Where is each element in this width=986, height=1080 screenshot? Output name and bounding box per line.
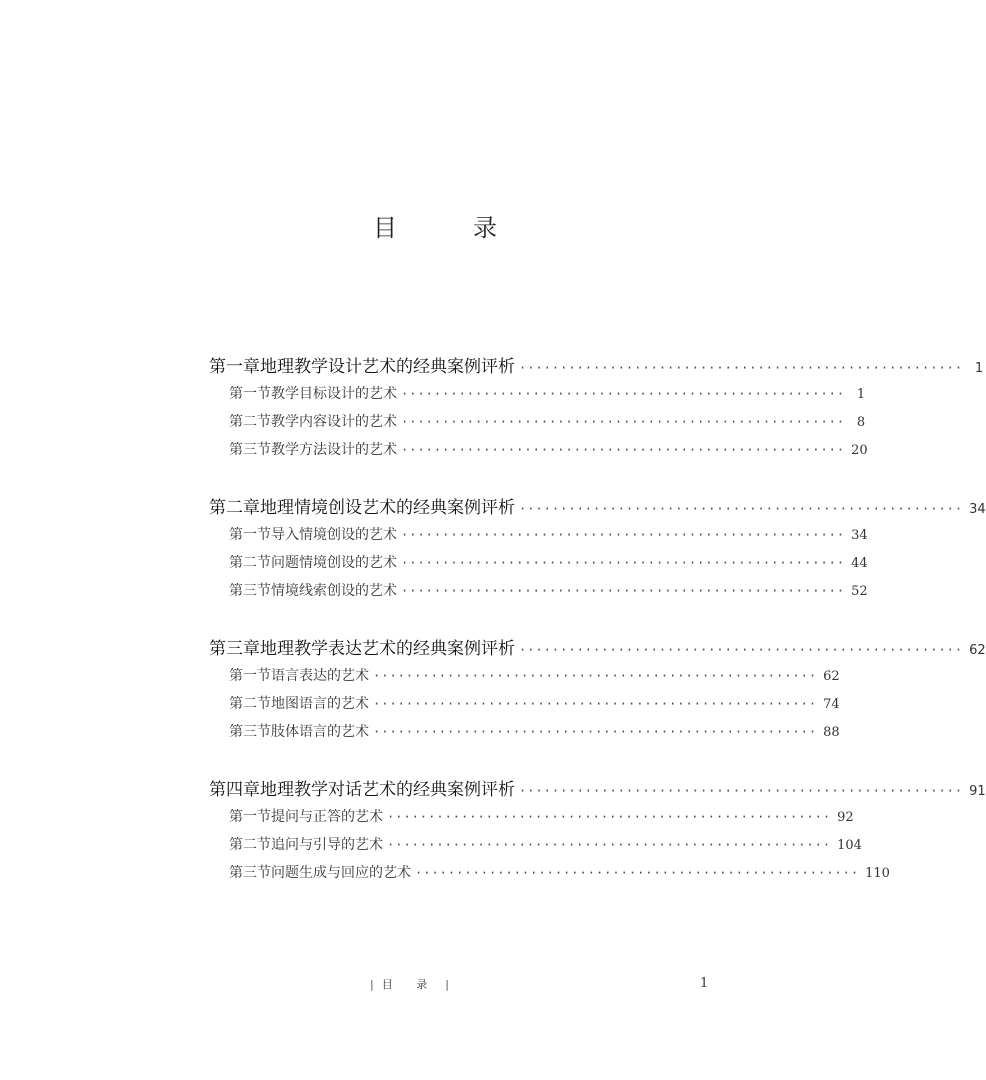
dot-leader: ······················································ <box>519 643 964 657</box>
section-title: 教学目标设计的艺术 <box>271 386 397 402</box>
dot-leader: ······················································ <box>401 443 846 457</box>
section-title: 情境线索创设的艺术 <box>271 583 397 599</box>
page-number: 1 <box>700 976 709 991</box>
section-entry[interactable] <box>209 552 868 580</box>
section-number: 第一节 <box>229 668 271 684</box>
section-number: 第一节 <box>229 809 271 825</box>
dot-leader: ······················································ <box>373 669 818 683</box>
chapter-title: 地理教学对话艺术的经典案例评析 <box>260 780 515 800</box>
chapter-entry[interactable] <box>209 493 986 524</box>
dot-leader: ······················································ <box>373 725 818 739</box>
dot-leader: ······················································ <box>401 528 846 542</box>
page-ref: 62 <box>969 643 986 658</box>
dot-leader: ······················································ <box>519 502 964 516</box>
section-title: 教学方法设计的艺术 <box>271 442 397 458</box>
page-ref: 8 <box>856 415 866 430</box>
divider-right: | <box>445 978 449 991</box>
section-number: 第二节 <box>229 414 271 430</box>
page-ref: 110 <box>865 866 890 881</box>
divider-left: | <box>370 978 374 991</box>
dot-leader: ······················································ <box>401 584 846 598</box>
page-ref: 20 <box>851 443 868 458</box>
section-entry[interactable] <box>209 439 868 467</box>
section-number: 第二节 <box>229 555 271 571</box>
section-number: 第二节 <box>229 837 271 853</box>
section-number: 第一节 <box>229 386 271 402</box>
section-number: 第三节 <box>229 442 271 458</box>
section-number: 第三节 <box>229 865 271 881</box>
section-entry[interactable] <box>209 806 854 834</box>
dot-leader: ······················································ <box>401 415 846 429</box>
dot-leader: ······················································ <box>401 556 846 570</box>
chapter-entry[interactable] <box>209 634 986 665</box>
page-ref: 1 <box>856 387 866 402</box>
section-entry[interactable] <box>209 383 866 411</box>
chapter-1 <box>209 352 984 467</box>
section-entry[interactable] <box>209 721 840 749</box>
chapter-number: 第一章 <box>209 357 260 377</box>
section-title: 提问与正答的艺术 <box>271 809 383 825</box>
dot-leader: ······················································ <box>415 866 860 880</box>
chapter-title: 地理情境创设艺术的经典案例评析 <box>260 498 515 518</box>
chapter-4 <box>209 775 986 890</box>
chapter-title: 地理教学设计艺术的经典案例评析 <box>260 357 515 377</box>
section-entry[interactable] <box>209 862 890 890</box>
section-number: 第三节 <box>229 724 271 740</box>
chapter-entry[interactable] <box>209 352 984 383</box>
section-number: 第一节 <box>229 527 271 543</box>
chapter-number: 第三章 <box>209 639 260 659</box>
section-title: 地图语言的艺术 <box>271 696 369 712</box>
page-ref: 74 <box>823 697 840 712</box>
section-entry[interactable] <box>209 580 868 608</box>
dot-leader: ······················································ <box>519 784 964 798</box>
section-entry[interactable] <box>209 524 868 552</box>
section-title: 肢体语言的艺术 <box>271 724 369 740</box>
section-title: 教学内容设计的艺术 <box>271 414 397 430</box>
page-ref: 52 <box>851 584 868 599</box>
chapter-number: 第二章 <box>209 498 260 518</box>
page-title: 目 录 <box>373 214 523 242</box>
chapter-number: 第四章 <box>209 780 260 800</box>
section-title: 问题生成与回应的艺术 <box>271 865 411 881</box>
page-ref: 62 <box>823 669 840 684</box>
table-of-contents <box>209 352 986 916</box>
dot-leader: ······················································ <box>373 697 818 711</box>
running-head-text: 目 录 <box>381 978 438 991</box>
section-number: 第二节 <box>229 696 271 712</box>
chapter-title: 地理教学表达艺术的经典案例评析 <box>260 639 515 659</box>
chapter-entry[interactable] <box>209 775 986 806</box>
chapter-3 <box>209 634 986 749</box>
section-number: 第三节 <box>229 583 271 599</box>
page-ref: 88 <box>823 725 840 740</box>
page-ref: 34 <box>969 502 986 517</box>
dot-leader: ······················································ <box>401 387 846 401</box>
dot-leader: ······················································ <box>519 361 964 375</box>
page-ref: 1 <box>974 361 984 376</box>
dot-leader: ······················································ <box>387 838 832 852</box>
chapter-2 <box>209 493 986 608</box>
page-ref: 91 <box>969 784 986 799</box>
section-title: 导入情境创设的艺术 <box>271 527 397 543</box>
section-entry[interactable] <box>209 834 862 862</box>
dot-leader: ······················································ <box>387 810 832 824</box>
page-ref: 34 <box>851 528 868 543</box>
page-ref: 44 <box>851 556 868 571</box>
section-title: 追问与引导的艺术 <box>271 837 383 853</box>
section-entry[interactable] <box>209 411 866 439</box>
section-title: 问题情境创设的艺术 <box>271 555 397 571</box>
running-head <box>370 976 449 992</box>
section-title: 语言表达的艺术 <box>271 668 369 684</box>
page-ref: 104 <box>837 838 862 853</box>
section-entry[interactable] <box>209 665 840 693</box>
section-entry[interactable] <box>209 693 840 721</box>
page-ref: 92 <box>837 810 854 825</box>
